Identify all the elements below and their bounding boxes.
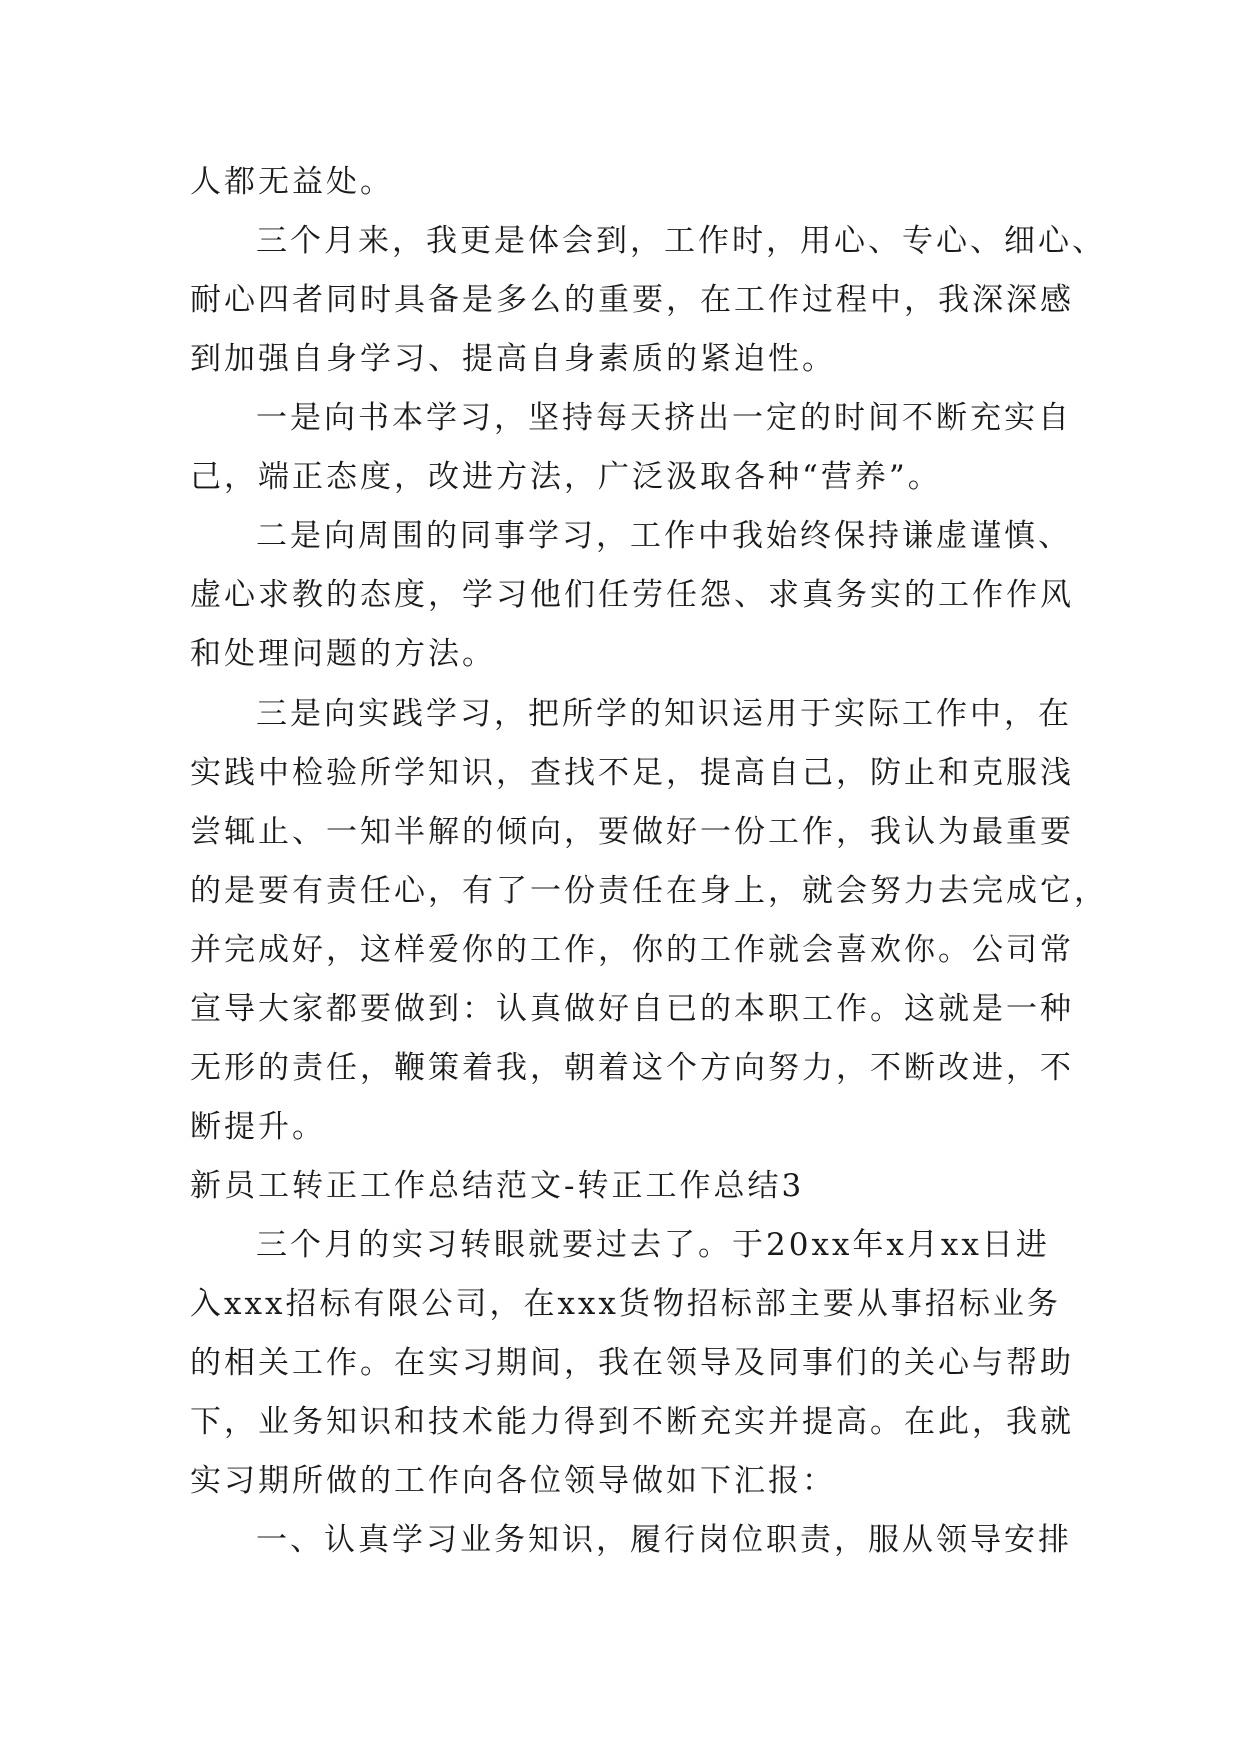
text-line: 和处理问题的方法。 bbox=[190, 636, 496, 672]
text-line: 入xxx招标有限公司，在xxx货物招标部主要从事招标业务 bbox=[190, 1286, 1061, 1322]
text-line: 虚心求教的态度，学习他们任劳任怨、求真务实的工作作风 bbox=[190, 577, 1074, 613]
text-line: 下，业务知识和技术能力得到不断充实并提高。在此，我就 bbox=[190, 1404, 1074, 1440]
text-line: 己，端正态度，改进方法，广泛汲取各种“营养”。 bbox=[190, 459, 942, 495]
text-line: 实践中检验所学知识，查找不足，提高自己，防止和克服浅 bbox=[190, 755, 1074, 791]
paragraph-first-line: 三个月的实习转眼就要过去了。于20xx年x月xx日进 bbox=[256, 1227, 1050, 1263]
paragraph-first-line: 一、认真学习业务知识，履行岗位职责，服从领导安排 bbox=[256, 1522, 1072, 1558]
text-line: 的相关工作。在实习期间，我在领导及同事们的关心与帮助 bbox=[190, 1345, 1074, 1381]
text-line: 无形的责任，鞭策着我，朝着这个方向努力，不断改进，不 bbox=[190, 1050, 1074, 1086]
paragraph-first-line: 三个月来，我更是体会到，工作时，用心、专心、细心、 bbox=[256, 223, 1106, 259]
paragraph-first-line: 二是向周围的同事学习，工作中我始终保持谦虚谨慎、 bbox=[256, 518, 1072, 554]
text-line: 耐心四者同时具备是多么的重要，在工作过程中，我深深感 bbox=[190, 282, 1074, 318]
text-line: 的是要有责任心，有了一份责任在身上，就会努力去完成它， bbox=[190, 873, 1108, 909]
paragraph-first-line: 三是向实践学习，把所学的知识运用于实际工作中，在 bbox=[256, 696, 1072, 732]
text-line: 到加强自身学习、提高自身素质的紧迫性。 bbox=[190, 341, 836, 377]
text-line: 断提升。 bbox=[190, 1109, 326, 1145]
text-line: 实习期所做的工作向各位领导做如下汇报： bbox=[190, 1463, 836, 1499]
text-line: 宣导大家都要做到：认真做好自已的本职工作。这就是一种 bbox=[190, 991, 1074, 1027]
paragraph-first-line: 一是向书本学习，坚持每天挤出一定的时间不断充实自 bbox=[256, 400, 1072, 436]
text-line: 人都无益处。 bbox=[190, 164, 394, 200]
text-line: 并完成好，这样爱你的工作，你的工作就会喜欢你。公司常 bbox=[190, 932, 1074, 968]
text-line: 尝辄止、一知半解的倾向，要做好一份工作，我认为最重要 bbox=[190, 814, 1074, 850]
section-heading: 新员工转正工作总结范文-转正工作总结3 bbox=[190, 1168, 805, 1204]
